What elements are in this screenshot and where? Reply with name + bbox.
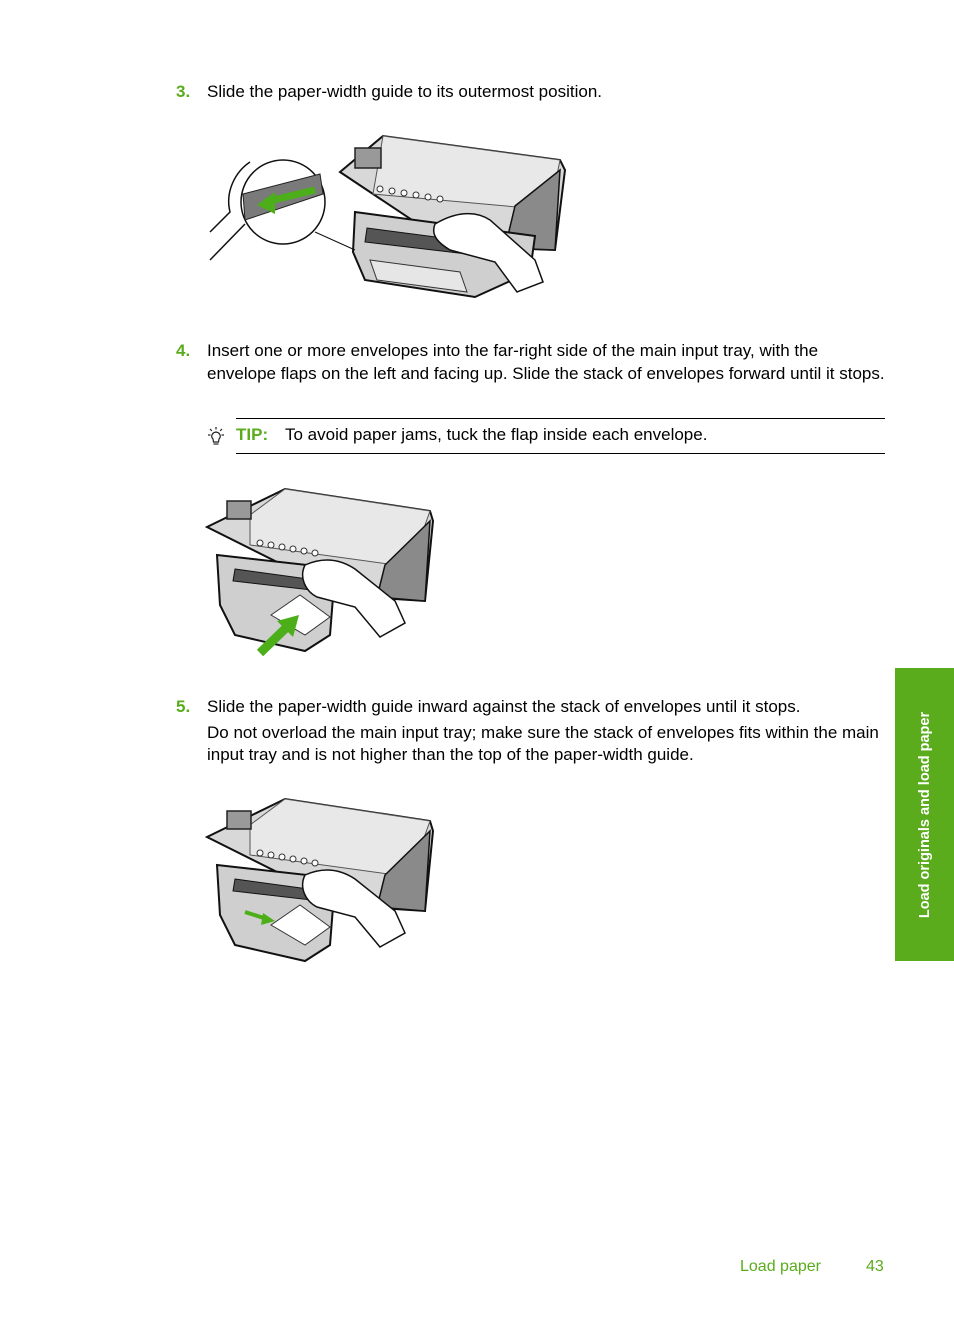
side-tab-label: Load originals and load paper [916,711,933,918]
tip-text: To avoid paper jams, tuck the flap inside each envelope. [285,425,708,444]
illustration-guide-against-envelopes [205,795,437,967]
step-text: Slide the paper-width guide inward against the stack of envelopes until it stops. [207,697,801,716]
footer-section: Load paper [740,1258,821,1275]
side-tab [895,668,954,961]
illustration-paper-guide-outermost [205,132,570,304]
step-number: 5. [176,697,191,716]
step-text-note: Do not overload the main input tray; make sure the stack of envelopes fits within the main input tray and is not higher than the top of the paper-width guide. [207,722,879,764]
step-3 [176,81,886,104]
footer-page-number: 43 [866,1258,884,1275]
step-4 [176,340,886,385]
illustration-insert-envelopes [205,485,437,657]
step-5 [176,696,886,767]
step-text: Slide the paper-width guide to its outermost position. [207,82,603,101]
step-number: 4. [176,341,191,360]
tip-box [205,418,885,454]
step-text: Insert one or more envelopes into the far-right side of the main input tray, with the envelope flaps on the left and facing up. Slide the stack of envelopes forward until it stops. [207,341,885,383]
tip-rule-top [236,418,885,419]
tip-label: TIP: [236,425,269,444]
lightbulb-icon [205,425,227,447]
tip-rule-bottom [236,453,885,454]
step-number: 3. [176,82,191,101]
